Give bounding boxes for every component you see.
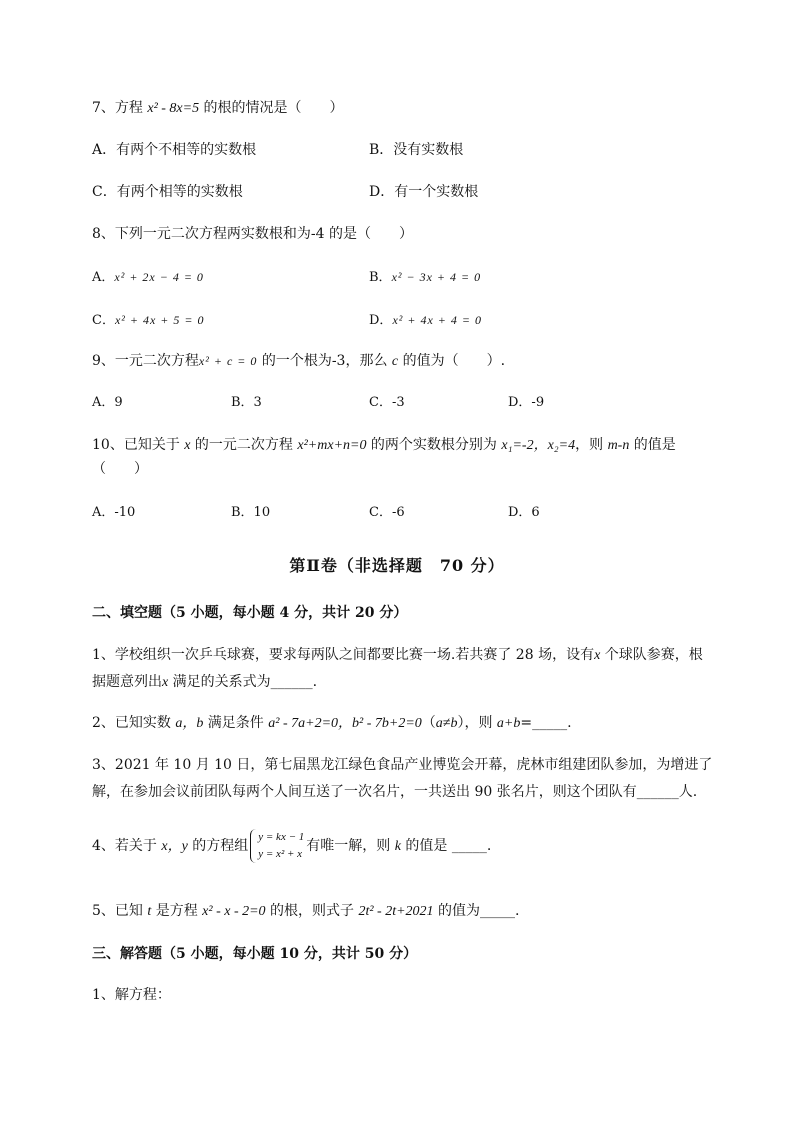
fill-q4-equation-system xyxy=(250,829,304,863)
q10-option-a: A．-10 xyxy=(92,505,136,520)
solve-heading: 三、解答题（5 小题，每小题 10 分，共计 50 分） xyxy=(92,946,418,962)
fill-q1-var: x xyxy=(594,648,601,663)
fill-q4-text-b: 的方程组 xyxy=(187,838,249,854)
q8-option-d-label: D． xyxy=(369,313,393,328)
q7-suffix: 的根的情况是（ ） xyxy=(199,100,344,116)
solve-q1: 1、解方程： xyxy=(92,987,171,1003)
fill-q3-line2: 解，在参加会议前团队每两个人间互送了一次名片，一共送出 90 张名片，则这个团队有______人. xyxy=(92,784,698,800)
fill-q4-vars: x，y xyxy=(161,839,188,854)
q9-prefix: 9、一元二次方程 xyxy=(92,353,199,369)
q7-equation: x² - 8x=5 xyxy=(147,101,200,116)
question-7-stem xyxy=(92,98,344,119)
fill-q4-text-c: 有唯一解，则 xyxy=(306,838,395,854)
fill-q1-line2-a: 据题意列出 xyxy=(92,674,162,690)
fill-q2-condition: a≠b xyxy=(435,716,458,731)
q10-prefix: 10、已知关于 xyxy=(92,437,185,453)
q10-expression: m-n xyxy=(607,438,630,453)
fill-q4-equation-1: y = kx − 1 xyxy=(258,831,305,843)
q8-option-c-equation: x² + 4x + 5 = 0 xyxy=(114,313,205,327)
q8-option-c-label: C． xyxy=(92,313,115,328)
fill-q2-text-c: （ xyxy=(421,715,436,731)
q10-option-d: D．6 xyxy=(508,505,540,520)
q7-option-a: A．有两个不相等的实数根 xyxy=(92,142,257,158)
fill-q5 xyxy=(92,901,519,922)
q8-option-b xyxy=(369,267,481,288)
q8-option-d-equation: x² + 4x + 4 = 0 xyxy=(392,313,482,327)
q10-equation: x²+mx+n=0 xyxy=(297,438,367,453)
q7-prefix: 7、方程 xyxy=(92,100,148,116)
q10-answer-paren: （ ） xyxy=(92,461,148,477)
q10-var-x: x xyxy=(184,438,191,453)
q9-option-c: C．-3 xyxy=(369,395,405,410)
fill-q2-vars: a，b xyxy=(175,716,204,731)
fill-q2 xyxy=(92,713,572,734)
q7-option-b: B．没有实数根 xyxy=(369,142,464,158)
fill-q5-text-a: 5、已知 xyxy=(92,903,148,919)
q8-option-b-equation: x² − 3x + 4 = 0 xyxy=(391,270,482,284)
fill-q5-expression: 2t² - 2t+2021 xyxy=(358,904,434,919)
fill-q2-text-b: 满足条件 xyxy=(203,715,269,731)
q8-option-b-label: B． xyxy=(369,270,392,285)
q10-option-c: C．-6 xyxy=(369,505,405,520)
fill-q5-text-d: 的值为_____. xyxy=(433,903,520,919)
fill-q1-line1 xyxy=(92,645,703,666)
question-9-stem xyxy=(92,351,505,372)
fill-q3-line1: 3、2021 年 10 月 10 日，第七届黑龙江绿色食品产业博览会开幕，虎林市组建团队参加，为增进了 xyxy=(92,757,713,773)
fill-q1-text-b: 个球队参赛，根 xyxy=(600,647,703,663)
fill-q1-line2-var: x xyxy=(162,675,169,690)
q7-option-c: C．有两个相等的实数根 xyxy=(92,184,243,200)
q8-option-c xyxy=(92,310,205,331)
fill-q2-equations: a² - 7a+2=0，b² - 7b+2=0 xyxy=(268,716,422,731)
fill-q1-line2-b: 满足的关系式为______. xyxy=(168,674,318,690)
fill-q4-var-k: k xyxy=(394,839,401,854)
left-brace-icon xyxy=(250,829,257,863)
q9-option-a: A．9 xyxy=(92,395,123,410)
q10-root1: x₁=-2， xyxy=(501,438,548,453)
section-2-title: 第Ⅱ卷（非选择题 70 分） xyxy=(289,556,505,575)
q9-equation: x² + c = 0 xyxy=(198,354,258,368)
q10-middle2: 的两个实数根分别为 xyxy=(366,437,502,453)
fill-q5-text-b: 是方程 xyxy=(151,903,203,919)
q8-option-a-label: A． xyxy=(92,270,115,285)
fill-q2-text-e: =_____. xyxy=(520,715,572,731)
fill-q5-text-c: 的根，则式子 xyxy=(265,903,359,919)
fill-q5-equation: x² - x - 2=0 xyxy=(202,904,266,919)
fill-q4-equation-2: y = x² + x xyxy=(258,848,303,860)
fill-q2-text-a: 2、已知实数 xyxy=(92,715,176,731)
q9-suffix: 的值为（ ）. xyxy=(398,353,506,369)
fill-q1-line2 xyxy=(92,672,317,693)
q8-option-a xyxy=(92,267,204,288)
q10-suffix: 的值是 xyxy=(629,437,676,453)
q10-middle3: ，则 xyxy=(575,437,608,453)
q10-middle1: 的一元二次方程 xyxy=(190,437,298,453)
fill-q4-text-d: 的值是 _____. xyxy=(400,838,492,854)
q9-middle: 的一个根为-3，那么 xyxy=(257,353,392,369)
fill-q2-expression: a+b xyxy=(496,716,521,731)
fill-q4 xyxy=(92,826,491,866)
q9-option-b: B．3 xyxy=(231,395,262,410)
q10-option-b: B．10 xyxy=(231,505,271,520)
q9-option-d: D．-9 xyxy=(508,395,545,410)
fill-q1-text-a: 1、学校组织一次乒乓球赛，要求每两队之间都要比赛一场.若共赛了 28 场，设有 xyxy=(92,647,595,663)
question-10-stem xyxy=(92,435,676,456)
question-8-stem: 8、下列一元二次方程两实数根和为-4 的是（ ） xyxy=(92,226,413,242)
q8-option-a-equation: x² + 2x − 4 = 0 xyxy=(114,270,204,284)
fill-blank-heading: 二、填空题（5 小题，每小题 4 分，共计 20 分） xyxy=(92,605,408,621)
fill-q4-text-a: 4、若关于 xyxy=(92,838,162,854)
fill-q5-var: t xyxy=(147,904,152,919)
fill-q2-text-d: ），则 xyxy=(457,715,497,731)
q9-variable: c xyxy=(391,354,399,369)
q7-option-d: D．有一个实数根 xyxy=(369,184,479,200)
q8-option-d xyxy=(369,310,482,331)
q10-root2: x₂=4 xyxy=(547,438,576,453)
